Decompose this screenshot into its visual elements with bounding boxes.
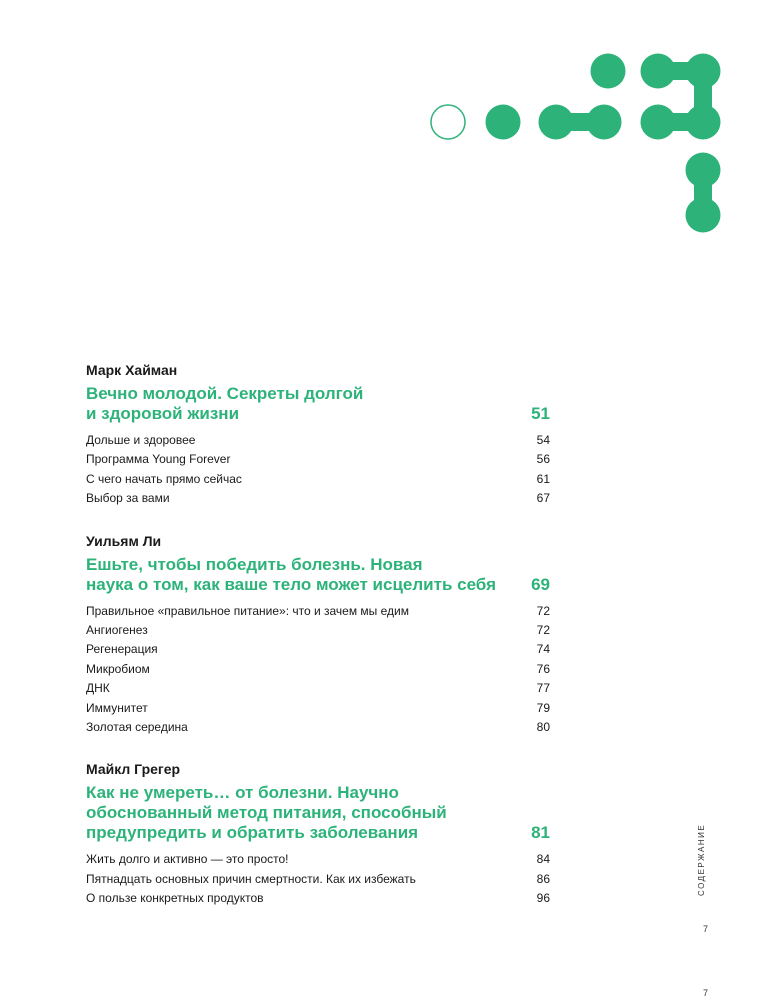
toc-entry[interactable]	[86, 870, 550, 889]
toc-section	[86, 362, 550, 509]
toc-entry[interactable]	[86, 718, 550, 737]
toc-entry[interactable]	[86, 450, 550, 469]
entry-label: Программа Young Forever	[86, 452, 231, 467]
entry-label: Микробиом	[86, 661, 150, 676]
section-title-row[interactable]	[86, 783, 550, 843]
section-title-row[interactable]	[86, 555, 550, 595]
entry-label: С чего начать прямо сейчас	[86, 471, 242, 486]
section-page-number: 69	[531, 574, 550, 594]
section-author: Майкл Грегер	[86, 761, 181, 778]
footer-page-number: 7	[703, 988, 709, 998]
section-title: Как не умереть… от болезни. Научно обоснованный метод питания, способный предупредить и обратить заболевания	[86, 783, 447, 843]
entry-page: 56	[536, 452, 550, 467]
entry-page: 67	[536, 491, 550, 506]
toc-entry[interactable]	[86, 660, 550, 679]
entry-page: 80	[536, 720, 550, 735]
entry-page: 76	[536, 661, 550, 676]
entry-label: Пятнадцать основных причин смертности. Как их избежать	[86, 871, 416, 886]
section-title: Вечно молодой. Секреты долгой и здоровой жизни	[86, 384, 364, 423]
entry-page: 54	[536, 433, 550, 447]
entry-label: О пользе конкретных продуктов	[86, 891, 264, 906]
section-page-number: 51	[531, 404, 550, 423]
filled-circle-top-icon	[591, 54, 626, 89]
entry-label: ДНК	[86, 681, 110, 696]
entry-label: Регенерация	[86, 642, 158, 657]
entry-label: Золотая середина	[86, 720, 188, 735]
toc-entry[interactable]	[86, 621, 550, 640]
toc-entry[interactable]	[86, 640, 550, 659]
section-title: Ешьте, чтобы победить болезнь. Новая наука о том, как ваше тело может исцелить себя	[86, 554, 497, 594]
entry-page: 72	[536, 623, 550, 638]
toc-entry[interactable]	[86, 431, 550, 450]
section-author: Марк Хайман	[86, 362, 178, 378]
entry-page: 61	[536, 471, 550, 486]
toc-entry[interactable]	[86, 889, 550, 908]
entry-page: 74	[536, 642, 550, 657]
entry-label: Правильное «правильное питание»: что и зачем мы едим	[86, 603, 410, 618]
entry-page: 79	[536, 700, 550, 715]
side-section-label: СОДЕРЖАНИЕ	[697, 823, 706, 896]
toc-entry[interactable]	[86, 602, 550, 621]
entry-label: Жить долго и активно — это просто!	[86, 852, 289, 867]
entry-page: 96	[536, 891, 550, 906]
toc-entry[interactable]	[86, 850, 550, 869]
entry-page: 77	[536, 681, 550, 696]
entry-page: 72	[536, 603, 550, 618]
section-author: Уильям Ли	[86, 532, 162, 549]
entry-label: Иммунитет	[86, 700, 148, 715]
toc-section	[86, 761, 550, 908]
entry-label: Ангиогенез	[86, 623, 148, 638]
toc-section	[86, 533, 550, 738]
section-title-row[interactable]	[86, 384, 550, 424]
outline-circle-icon	[431, 105, 465, 139]
section-page-number: 81	[531, 823, 550, 843]
toc-entry[interactable]	[86, 699, 550, 718]
toc-entry[interactable]	[86, 489, 550, 508]
entry-page: 86	[536, 871, 550, 886]
entry-label: Выбор за вами	[86, 491, 170, 506]
table-of-contents	[86, 362, 550, 933]
page-number: 7	[703, 924, 709, 934]
dumbbell-horizontal-icon	[539, 105, 622, 140]
toc-entry[interactable]	[86, 679, 550, 698]
dumbbell-vertical-icon	[686, 153, 721, 233]
entry-page: 84	[536, 852, 550, 867]
entry-label: Дольше и здоровее	[86, 433, 196, 447]
hook-shape-icon	[641, 54, 721, 140]
molecule-decoration	[0, 0, 776, 260]
toc-entry[interactable]	[86, 470, 550, 489]
filled-circle-icon	[486, 105, 521, 140]
